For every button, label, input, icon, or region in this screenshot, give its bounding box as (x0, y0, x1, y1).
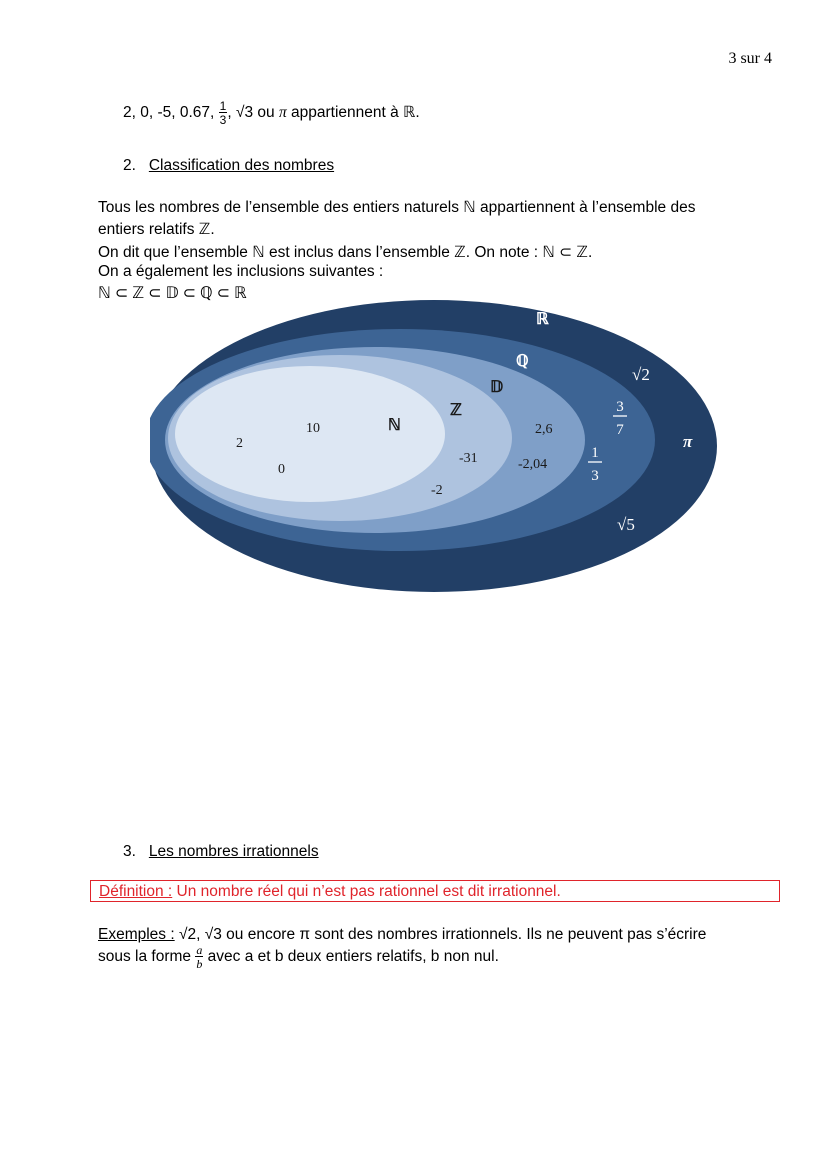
section2-p1-line2: entiers relatifs ℤ. (98, 221, 215, 238)
intro-line (123, 100, 420, 126)
D-number-neg2-04: -2,04 (518, 457, 548, 472)
examples-frac-den: b (196, 957, 203, 971)
examples-line1 (98, 926, 706, 944)
examples-line2 (98, 944, 499, 970)
examples-text-line1: √2, √3 ou encore π sont des nombres irrationnels. Ils ne peuvent pas s’écrire (174, 926, 707, 943)
intro-middle: , √3 ou (227, 104, 279, 122)
definition-label: Définition : (99, 883, 173, 900)
section2-title: Classification des nombres (148, 157, 335, 174)
section2-p1-line1: Tous les nombres de l’ensemble des entiers naturels ℕ appartiennent à l’ensemble des (98, 199, 696, 216)
set-label-Q: ℚ (516, 353, 529, 370)
Q-frac1-den: 7 (616, 422, 624, 438)
intro-prefix: 2, 0, -5, 0.67, (123, 104, 219, 122)
R-number-sqrt2: √2 (632, 365, 650, 384)
intro-pi: π (278, 104, 287, 122)
set-label-D: 𝔻 (490, 379, 504, 396)
N-number-0: 0 (278, 462, 285, 477)
Q-frac1-num: 3 (616, 399, 624, 415)
section3-number: 3. (123, 843, 136, 860)
section2-number: 2. (123, 157, 136, 174)
Z-number-neg31: -31 (459, 451, 478, 466)
intro-suffix: appartiennent à ℝ. (286, 104, 420, 122)
definition-text: Un nombre réel qui n’est pas rationnel est dit irrationnel. (172, 883, 561, 900)
set-label-R: ℝ (536, 311, 549, 328)
definition-box (90, 880, 780, 902)
R-number-pi: π (683, 432, 693, 451)
Q-frac2-num: 1 (591, 445, 599, 461)
intro-frac-den: 3 (219, 113, 227, 127)
page-number: 3 sur 4 (728, 50, 772, 67)
sets-diagram (150, 300, 720, 596)
R-number-sqrt5: √5 (617, 515, 635, 534)
Q-frac2-den: 3 (591, 468, 599, 484)
N-number-10: 10 (306, 421, 320, 436)
examples-frac-num: a (196, 943, 203, 957)
Z-number-neg2: -2 (431, 483, 443, 498)
D-number-2-6: 2,6 (535, 422, 553, 437)
N-number-2: 2 (236, 436, 243, 451)
set-label-Z: ℤ (450, 402, 462, 419)
section3-title: Les nombres irrationnels (148, 843, 319, 860)
section3-heading (123, 843, 319, 861)
section2-p2: On dit que l’ensemble ℕ est inclus dans l’ensemble ℤ. On note : ℕ ⊂ ℤ. (98, 244, 593, 261)
inclusion-chain: ℕ ⊂ ℤ ⊂ 𝔻 ⊂ ℚ ⊂ ℝ (98, 285, 247, 302)
set-label-N: ℕ (388, 417, 401, 434)
section2-heading (123, 157, 334, 175)
examples-line2-suffix: avec a et b deux entiers relatifs, b non nul. (203, 948, 499, 966)
intro-frac-num: 1 (219, 99, 227, 113)
section2-p3: On a également les inclusions suivantes : (98, 263, 384, 280)
examples-label: Exemples : (98, 926, 175, 943)
examples-line2-prefix: sous la forme (98, 948, 196, 966)
